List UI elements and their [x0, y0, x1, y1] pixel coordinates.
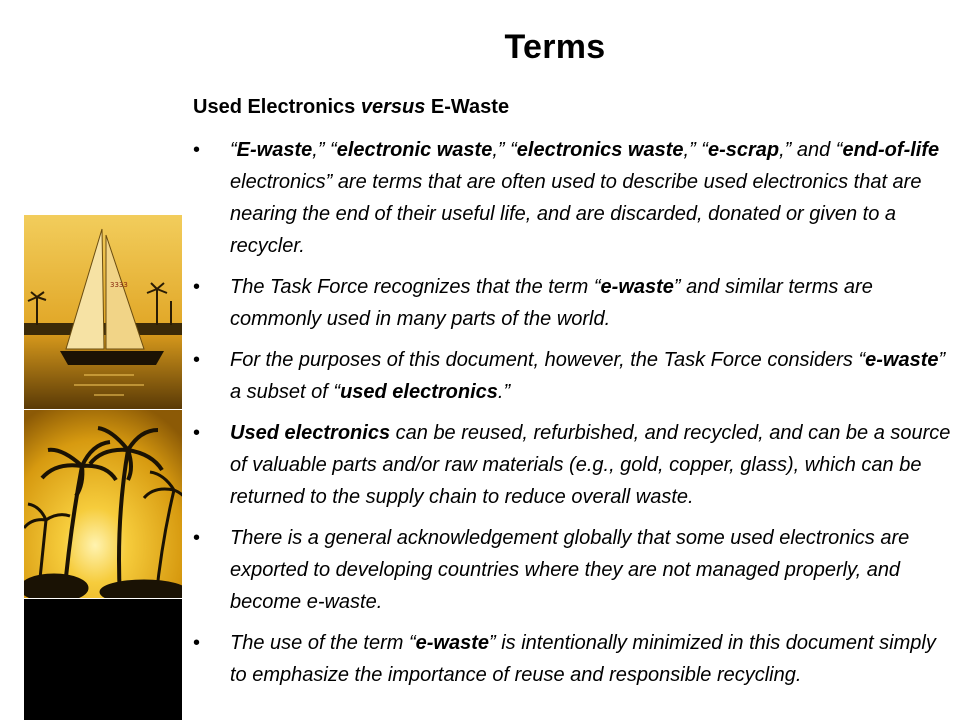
bullet-bold-term: e-waste	[415, 632, 490, 654]
bullet-bold-term: end-of-life	[842, 139, 940, 161]
dark-photo-panel	[24, 599, 182, 720]
subtitle-part-1: Used Electronics	[193, 96, 361, 118]
bullet-dot: •	[193, 349, 201, 371]
bullet-text: ,” “	[312, 139, 337, 161]
bullet-item	[193, 417, 953, 513]
bullet-dot: •	[193, 632, 201, 654]
bullet-bold-term: E-waste	[236, 139, 313, 161]
bullet-list	[193, 134, 953, 700]
bullet-text: ,” “	[683, 139, 708, 161]
bullet-text: The Task Force recognizes that the term “	[230, 276, 601, 298]
sailboat-sunset-photo	[24, 215, 182, 409]
bullet-bold-term: e-waste	[600, 276, 674, 298]
bullet-dot: •	[193, 276, 201, 298]
subtitle-part-3: E-Waste	[425, 96, 510, 118]
bullet-bold-term: electronics waste	[516, 139, 684, 161]
bullet-dot: •	[193, 422, 201, 444]
bullet-item	[193, 271, 953, 335]
bullet-bold-term: e-scrap	[707, 139, 780, 161]
bullet-text: There is a general acknowledgement globally that some used electronics are exported to developing countries where they are not managed properly, and become e-waste.	[230, 527, 910, 613]
subtitle-part-2: versus	[360, 96, 426, 118]
bullet-text: ” is intentionally minimized in this document simply to emphasize the importance of reuse and responsible recycling.	[230, 632, 936, 686]
bullet-text: For the purposes of this document, however, the Task Force considers “	[230, 349, 866, 371]
bullet-text: The use of the term “	[230, 632, 416, 654]
bullet-text: can be reused, refurbished, and recycled, and can be a source of valuable parts and/or raw materials (e.g., gold, copper, glass), which can be returned to the supply chain to reduce overall waste.	[230, 422, 951, 508]
bullet-text: “	[230, 139, 237, 161]
bullet-bold-term: electronic waste	[336, 139, 493, 161]
bullet-dot: •	[193, 527, 201, 549]
bullet-bold-term: used electronics	[340, 381, 498, 403]
bullet-text: ,” and “	[779, 139, 843, 161]
bullet-text: ,” “	[492, 139, 517, 161]
sail-number: 3333	[110, 281, 128, 289]
slide-title: Terms	[504, 28, 606, 66]
bullet-dot: •	[193, 139, 201, 161]
bullet-text: ” a subset of “	[230, 349, 946, 403]
bullet-item	[193, 627, 953, 691]
bullet-text: electronics” are terms that are often used to describe used electronics that are nearing the end of their useful life, and are discarded, donated or given to a recycler.	[230, 171, 922, 257]
bullet-text: ” and similar terms are commonly used in many parts of the world.	[230, 276, 873, 330]
slide-subtitle	[193, 96, 509, 119]
bullet-item	[193, 134, 953, 262]
bullet-text: .”	[497, 381, 511, 403]
bullet-bold-term: e-waste	[865, 349, 939, 371]
palm-trees-sunset-photo	[24, 410, 182, 598]
bullet-bold-term: Used electronics	[230, 422, 391, 444]
bullet-item	[193, 522, 953, 618]
bullet-item	[193, 344, 953, 408]
